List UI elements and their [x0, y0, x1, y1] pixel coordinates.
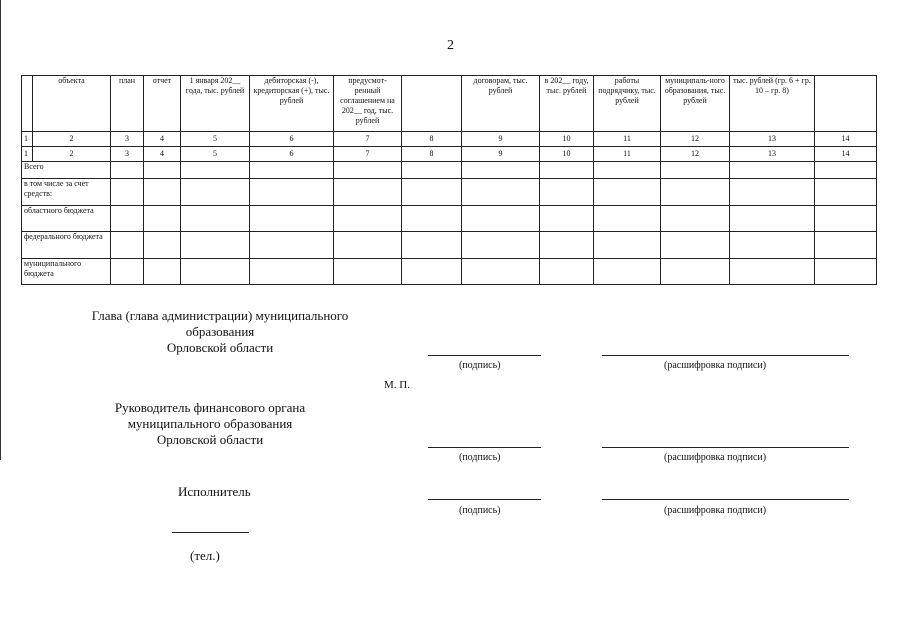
number-cell: 2: [33, 147, 111, 162]
header-cell: [402, 76, 462, 132]
table-row-federal-budget: [22, 232, 877, 259]
finance-title-line1: Руководитель финансового органа: [114, 400, 306, 415]
header-cell: [22, 76, 33, 132]
table-row-total: [22, 162, 877, 179]
number-cell: 7: [334, 132, 402, 147]
finance-title-block: [70, 400, 350, 448]
number-cell: 2: [33, 132, 111, 147]
row-label: областного бюджета: [22, 206, 111, 232]
head-title-line2: образования: [185, 324, 255, 339]
decode-line: [602, 499, 849, 500]
table-row-municipal-budget: [22, 259, 877, 285]
number-cell: 3: [111, 132, 144, 147]
number-cell: 1: [22, 132, 33, 147]
signature-line: [428, 355, 541, 356]
number-cell: 9: [462, 147, 540, 162]
number-cell: 4: [144, 147, 181, 162]
finance-title-line3: Орловской области: [156, 432, 264, 447]
row-label: в том числе за счет средств:: [22, 179, 111, 206]
stamp-place-label: М. П.: [384, 379, 410, 391]
number-cell: 12: [661, 132, 730, 147]
number-cell: 13: [730, 147, 815, 162]
table-row-regional-budget: [22, 206, 877, 232]
number-cell: 5: [181, 147, 250, 162]
number-cell: 7: [334, 147, 402, 162]
number-cell: 8: [402, 147, 462, 162]
header-cell: работы подрядчику, тыс. рублей: [594, 76, 661, 132]
number-cell: 14: [815, 132, 877, 147]
header-cell: план: [111, 76, 144, 132]
number-cell: 6: [250, 147, 334, 162]
number-cell: 10: [540, 132, 594, 147]
number-cell: 9: [462, 132, 540, 147]
header-cell: в 202__ году, тыс. рублей: [540, 76, 594, 132]
decode-line: [602, 447, 849, 448]
decode-caption: (расшифровка подписи): [664, 452, 767, 463]
row-label: Всего: [22, 162, 111, 179]
head-title-line3: Орловской области: [166, 340, 274, 355]
number-cell: 12: [661, 147, 730, 162]
column-number-row: [22, 132, 877, 147]
signature-caption: (подпись): [459, 505, 501, 516]
signature-caption: (подпись): [459, 452, 501, 463]
number-cell: 13: [730, 132, 815, 147]
head-title-line1: Глава (глава администрации) муниципального: [91, 308, 349, 323]
finance-title-line2: муниципального образования: [127, 416, 293, 431]
row-label: федерального бюджета: [22, 232, 111, 259]
header-cell: тыс. рублей (гр. 6 + гр. 10 – гр. 8): [730, 76, 815, 132]
signature-line: [428, 447, 541, 448]
number-cell: 8: [402, 132, 462, 147]
decode-line: [602, 355, 849, 356]
number-cell: 11: [594, 147, 661, 162]
column-number-row: [22, 147, 877, 162]
number-cell: 6: [250, 132, 334, 147]
report-table: [21, 75, 877, 285]
number-cell: 14: [815, 147, 877, 162]
executor-label: Исполнитель: [178, 484, 251, 499]
signature-caption: (подпись): [459, 360, 501, 371]
row-label: муниципального бюджета: [22, 259, 111, 285]
header-cell: муниципаль-ного образования, тыс. рублей: [661, 76, 730, 132]
number-cell: 5: [181, 132, 250, 147]
number-cell: 11: [594, 132, 661, 147]
number-cell: 3: [111, 147, 144, 162]
phone-line: [172, 532, 249, 533]
left-margin-rule: [0, 0, 1, 460]
header-cell: 1 января 202__ года, тыс. рублей: [181, 76, 250, 132]
table-row-including: [22, 179, 877, 206]
head-title-block: [60, 308, 380, 356]
page-number: 2: [447, 38, 454, 53]
header-cell: объекта: [33, 76, 111, 132]
decode-caption: (расшифровка подписи): [664, 505, 767, 516]
phone-label: (тел.): [190, 548, 220, 563]
decode-caption: (расшифровка подписи): [664, 360, 767, 371]
header-cell: дебиторская (-), кредиторская (+), тыс. рублей: [250, 76, 334, 132]
header-cell: предусмот-ренный соглашением на 202__ год, тыс. рублей: [334, 76, 402, 132]
number-cell: 10: [540, 147, 594, 162]
table-header-row: [22, 76, 877, 132]
header-cell: договорам, тыс. рублей: [462, 76, 540, 132]
header-cell: отчет: [144, 76, 181, 132]
number-cell: 4: [144, 132, 181, 147]
number-cell: 1: [22, 147, 33, 162]
signature-line: [428, 499, 541, 500]
header-cell: [815, 76, 877, 132]
